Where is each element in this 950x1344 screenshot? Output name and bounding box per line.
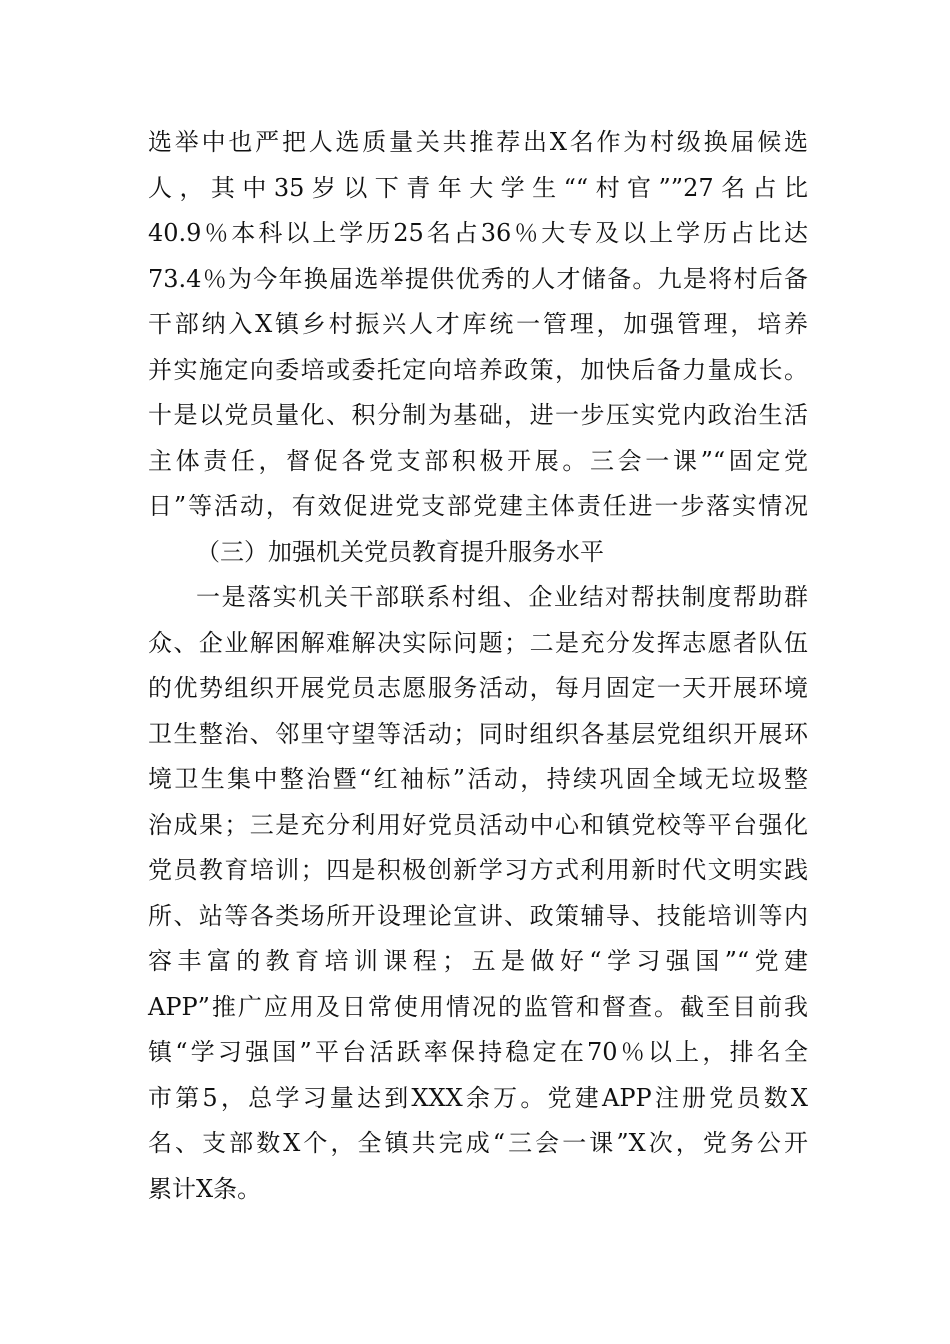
text-line: 名、支部数X个，全镇共完成“三会一课”X次，党务公开 bbox=[148, 1129, 808, 1157]
text-line: 境卫生集中整治暨“红袖标”活动，持续巩固全域无垃圾整 bbox=[148, 765, 808, 793]
text-line: 选举中也严把人选质量关共推荐出X名作为村级换届候选 bbox=[148, 128, 808, 156]
text-line: 治成果；三是充分利用好党员活动中心和镇党校等平台强化 bbox=[148, 810, 808, 839]
text-line: 人，其中35岁以下青年大学生““村官””27名占比 bbox=[148, 173, 808, 202]
document-body bbox=[148, 120, 808, 1212]
text-line: 累计X条。 bbox=[148, 1174, 262, 1203]
paragraph-2 bbox=[148, 575, 808, 1212]
text-line: 所、站等各类场所开设理论宣讲、政策辅导、技能培训等内 bbox=[148, 901, 808, 930]
text-line: 十是以党员量化、积分制为基础，进一步压实党内政治生活 bbox=[148, 401, 808, 429]
text-line: 并实施定向委培或委托定向培养政策，加快后备力量成长。 bbox=[148, 355, 808, 384]
text-line: 卫生整治、邻里守望等活动；同时组织各基层党组织开展环 bbox=[148, 719, 808, 748]
text-line: 干部纳入X镇乡村振兴人才库统一管理，加强管理，培养 bbox=[148, 310, 808, 338]
text-line: 党员教育培训；四是积极创新学习方式利用新时代文明实践 bbox=[148, 856, 808, 884]
text-line: 市第5，总学习量达到XXX余万。党建APP注册党员数X bbox=[148, 1083, 808, 1112]
text-line: 40.9％本科以上学历25名占36％大专及以上学历占比达 bbox=[148, 219, 808, 247]
text-line: 容丰富的教育培训课程；五是做好“学习强国”“党建 bbox=[148, 947, 808, 975]
section-heading: （三）加强机关党员教育提升服务水平 bbox=[196, 537, 604, 566]
text-line: 73.4％为今年换届选举提供优秀的人才储备。九是将村后备 bbox=[148, 264, 808, 293]
text-line: 的优势组织开展党员志愿服务活动，每月固定一天开展环境 bbox=[148, 674, 808, 702]
paragraph-1 bbox=[148, 120, 808, 530]
text-line: 众、企业解困解难解决实际问题；二是充分发挥志愿者队伍 bbox=[148, 628, 808, 657]
text-line: 日”等活动，有效促进党支部党建主体责任进一步落实情况 bbox=[148, 492, 808, 520]
text-line: 一是落实机关干部联系村组、企业结对帮扶制度帮助群 bbox=[196, 583, 808, 611]
text-line: APP”推广应用及日常使用情况的监管和督查。截至目前我 bbox=[148, 992, 808, 1021]
text-line: 镇“学习强国”平台活跃率保持稳定在70％以上，排名全 bbox=[148, 1038, 808, 1066]
text-line: 主体责任，督促各党支部积极开展。三会一课”“固定党 bbox=[148, 446, 808, 475]
